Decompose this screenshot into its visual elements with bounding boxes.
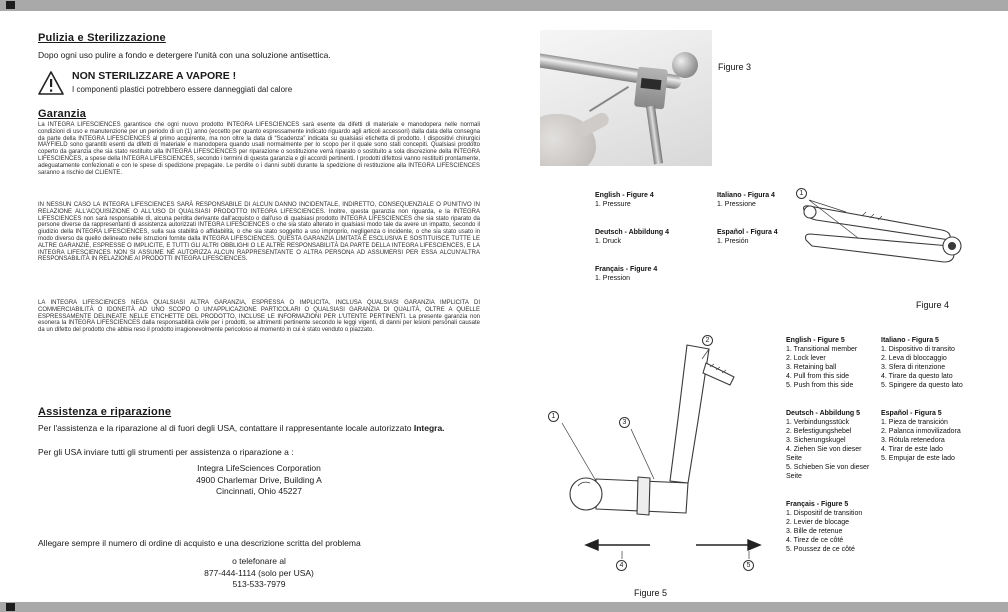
caption-items: 1. Dispositif de transition 2. Levier de blocage 3. Bille de retenue 4. Tirez de ce côté 5. Poussez de ce côté xyxy=(786,510,863,553)
service-intro-text: Per l'assistenza e la riparazione al di fuori degli USA, contattare il rappresentante locale autorizzato xyxy=(38,423,414,433)
figure4-caption-francais xyxy=(595,265,717,283)
figure5-caption-espanol xyxy=(881,409,983,463)
photo-device-label xyxy=(641,78,662,90)
registration-mark-top xyxy=(6,1,15,9)
caption-language-header: Français - Figure 4 xyxy=(595,266,658,273)
figure3-label: Figure 3 xyxy=(718,62,752,72)
figure4-caption-deutsch xyxy=(595,228,717,246)
service-address: Integra LifeSciences Corporation 4900 Charlemar Drive, Building A Cincinnati, Ohio 45227 xyxy=(196,463,322,496)
caption-items: 1. Druck xyxy=(595,238,622,245)
figure4-caption-english xyxy=(595,191,717,209)
registration-mark-bottom xyxy=(6,603,15,611)
figure4-label: Figure 4 xyxy=(916,300,950,310)
figure4-drawing xyxy=(792,182,978,296)
figure5-callout-4: 4 xyxy=(616,560,627,571)
page-edge-top xyxy=(0,0,1008,11)
figure3-photo xyxy=(540,30,712,166)
figure5-captions-col1 xyxy=(786,336,878,573)
figure5-drawing xyxy=(538,333,775,583)
caption-items: 1. Pressione xyxy=(717,201,756,208)
caption-language-header: Deutsch - Abbildung 4 xyxy=(595,229,670,236)
service-section-title: Assistenza e riparazione xyxy=(38,406,172,418)
caption-language-header: Español - Figura 4 xyxy=(717,229,778,236)
figure5-caption-italiano xyxy=(881,336,983,390)
caption-items: 1. Pieza de transición 2. Palanca inmovilizadora 3. Rótula retenedora 4. Tirar de este lado 5. Empujar de este lado xyxy=(881,419,961,462)
figure5-callout-3: 3 xyxy=(619,417,630,428)
warning-text xyxy=(72,70,292,94)
service-usa-line: Per gli USA inviare tutti gli strumenti per assistenza o riparazione a : xyxy=(38,447,294,457)
figure5-callout-1: 1 xyxy=(548,411,559,422)
caption-items: 1. Verbindungsstück 2. Befestigungshebel 3. Sicherungskugel 4. Ziehen Sie von dieser Seite 5. Schieben Sie von dieser Seite xyxy=(786,419,870,480)
warning-note xyxy=(38,70,480,96)
caption-language-header: Italiano - Figura 4 xyxy=(717,192,775,199)
service-intro xyxy=(38,423,480,433)
caption-language-header: English - Figure 5 xyxy=(786,337,845,344)
page-edge-bottom xyxy=(0,602,1008,612)
service-intro-brand: Integra. xyxy=(413,423,445,433)
photo-device-knob xyxy=(672,52,698,78)
figure5-caption-francais xyxy=(786,500,878,554)
caption-language-header: Deutsch - Abbildung 5 xyxy=(786,410,861,417)
figure5-caption-english xyxy=(786,336,878,390)
warranty-section-title: Garanzia xyxy=(38,108,87,120)
figure5-label: Figure 5 xyxy=(634,588,668,598)
caption-items: 1. Pression xyxy=(595,275,631,282)
cleaning-section-body: Dopo ogni uso pulire a fondo e detergere l'unità con una soluzione antisettica. xyxy=(38,50,331,60)
photo-pin xyxy=(589,86,629,112)
figure5-callout-2: 2 xyxy=(702,335,713,346)
figure5-callout-5: 5 xyxy=(743,560,754,571)
figure4-captions xyxy=(595,191,821,283)
caption-language-header: English - Figure 4 xyxy=(595,192,654,199)
service-phone: o telefonare al 877-444-1114 (solo per USA) 513-533-7979 xyxy=(204,556,314,589)
warranty-paragraph-3: LA INTEGRA LIFESCIENCES NEGA QUALSIASI ALTRA GARANZIA, ESPRESSA O IMPLICITA, INCLUSA QUALSIASI GARANZIA IMPLICITA DI COMMERCIABILITÀ O IDONEITÀ AD UNO SCOPO O UN'APPLICAZIONE PARTICOLARI O QUALSIASI GARANZIA DI QUALITÀ, OLTRE A QUELLE ESPRESSAMENTE DELINEATE NELLE ETICHETTE DEL PRODOTTO, INCLUSE LE INFORMAZIONI PER L'UTENTE PERTINENTI. La presente garanzia non esonera la INTEGRA LIFESCIENCES dalla responsabilità civile per i prodotti, se altrimenti pertinente secondo le leggi vigenti, di danni per lesioni personali causate da un difetto del prodotto che abbia reso il prodotto irragionevolmente pericoloso al momento in cui è stato venduto o piazzato. xyxy=(38,300,480,334)
figure5-line-art xyxy=(538,333,775,583)
figure4-line-art xyxy=(792,182,978,296)
cleaning-section-title: Pulizia e Sterilizzazione xyxy=(38,32,166,44)
service-note: Allegare sempre il numero di ordine di acquisto e una descrizione scritta del problema xyxy=(38,538,361,548)
warning-title: NON STERILIZZARE A VAPORE ! xyxy=(72,70,237,82)
warranty-paragraph-2: IN NESSUN CASO LA INTEGRA LIFESCIENCES SARÀ RESPONSABILE DI ALCUN DANNO INCIDENTALE, INDIRETTO, CONSEQUENZIALE O PUNITIVO IN RELAZIONE ALL'ACQUISIZIONE O ALL'USO DI QUALSIASI PRODOTTO INTEGRA LIFESCIENCES. Inoltre, questa garanzia non riguarda, e la INTEGRA LIFESCIENCES non sarà responsabile di, alcuna perdita derivante dall'acquisto o dall'uso di qualsiasi prodotto INTEGRA LIFESCIENCES che sia stato riparato da persone diverse da rappresentanti di assistenza autorizzati INTEGRA LIFESCIENCES o che sia stato alterato in qualsiasi modo tale da avere un impatto, secondo il giudizio della INTEGRA LIFESCIENCES, sulla sua stabilità o affidabilità, o che sia stato soggetto a uso improprio, negligenza o incidente, o che sia stato usato in modo diverso da quello delineato nelle istruzioni fornite dalla INTEGRA LIFESCIENCES. QUESTA GARANZIA LIMITATA È ESCLUSIVA E SOSTITUISCE TUTTE LE ALTRE GARANZIE, ESPRESSE O IMPLICITE, E TUTTI GLI ALTRI OBBLIGHI O LE ALTRE RESPONSABILITÀ DA PARTE DELLA INTEGRA LIFESCIENCES, E LA INTEGRA LIFESCIENCES NON SI ASSUME NÉ AUTORIZZA ALCUN RAPPRESENTANTE O ALTRA PERSONA AD ASSUMERSI PER ESSA ALCUN'ALTRA RESPONSABILITÀ IN RELAZIONE AI PRODOTTI INTEGRA LIFESCIENCES. xyxy=(38,202,480,263)
photo-vertical-rod xyxy=(646,106,663,165)
caption-items: 1. Pressure xyxy=(595,201,631,208)
figure5-caption-deutsch xyxy=(786,409,878,481)
figure5-captions-col2 xyxy=(881,336,983,482)
caption-items: 1. Transitional member 2. Lock lever 3. Retaining ball 4. Pull from this side 5. Push from this side xyxy=(786,346,858,389)
caption-language-header: Español - Figura 5 xyxy=(881,410,942,417)
figure4-callout-1: 1 xyxy=(796,188,807,199)
caption-items: 1. Presión xyxy=(717,238,749,245)
caption-language-header: Français - Figure 5 xyxy=(786,501,849,508)
caption-language-header: Italiano - Figura 5 xyxy=(881,337,939,344)
warning-subtitle: I componenti plastici potrebbero essere danneggiati dal calore xyxy=(72,85,293,94)
warning-triangle-icon xyxy=(38,70,64,96)
warranty-paragraph-1: La INTEGRA LIFESCIENCES garantisce che ogni nuovo prodotto INTEGRA LIFESCIENCES sarà esente da difetti di materiale e manodopera nelle normali condizioni di uso e manutenzione per un periodo di un (1) anno (eccetto per quanto espressamente indicato riguardo agli articoli accessori) dalla data della consegna da parte della INTEGRA LIFESCIENCES al primo acquirente, ma non oltre la data di “Scadenza” indicata su qualsiasi etichetta di prodotto. I dispositivi chirurgici MAYFIELD sono garantiti esenti da difetti di materiale e manodopera quando usati normalmente per lo scopo per il quale sono stati concepiti. Qualsiasi prodotto coperto da garanzia che sia stato restituito alla INTEGRA LIFESCIENCES per riparazione o sostituzione verrà riparato o sostituito a sola discrezione della INTEGRA LIFESCIENCES, a spese della INTEGRA LIFESCIENCES, secondo i termini di questa garanzia e gli accordi pertinenti. I prodotti difettosi vanno restituiti prontamente, adeguatamente confezionati e con le spese di spedizione prepagate. Le perdite o i danni subiti durante la spedizione di restituzione alla INTEGRA LIFESCIENCES saranno a rischio del CLIENTE. xyxy=(38,122,480,176)
caption-items: 1. Dispositivo di transito 2. Leva di bloccaggio 3. Sfera di ritenzione 4. Tirare da questo lato 5. Spingere da questo lato xyxy=(881,346,963,389)
